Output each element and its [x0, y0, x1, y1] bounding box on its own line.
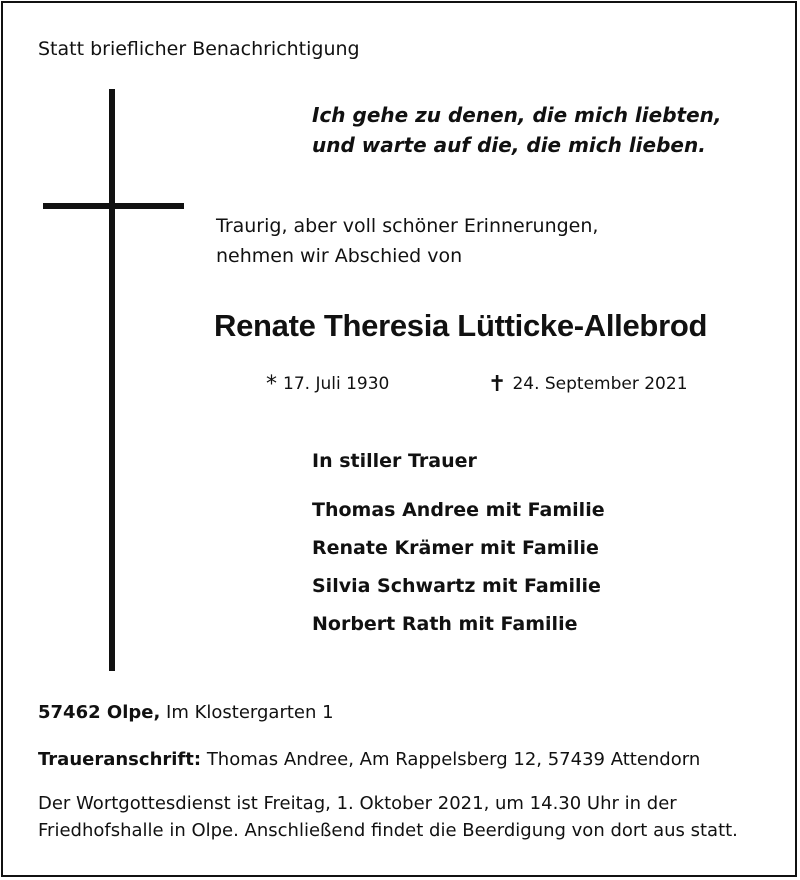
residence-address — [38, 702, 334, 723]
intro-line-2: nehmen wir Abschied von — [216, 245, 463, 267]
death-date: 24. September 2021 — [512, 374, 688, 394]
cross-icon-bar — [43, 203, 184, 209]
birth-date: 17. Juli 1930 — [283, 374, 390, 394]
birth-star-icon: * — [266, 372, 277, 397]
intro-text — [216, 211, 598, 271]
mourning-title: In stiller Trauer — [312, 450, 477, 472]
service-line-1: Der Wortgottesdienst ist Freitag, 1. Oktober 2021, um 14.30 Uhr in der — [38, 793, 677, 814]
service-info — [38, 790, 738, 844]
address-street: Im Klostergarten 1 — [166, 702, 334, 723]
address-city: 57462 Olpe, — [38, 702, 161, 723]
mourner-item: Renate Krämer mit Familie — [312, 537, 599, 559]
header-note: Statt brieflicher Benachrichtigung — [38, 38, 360, 60]
intro-line-1: Traurig, aber voll schöner Erinnerungen, — [216, 215, 599, 237]
birth-info — [266, 372, 389, 397]
mourner-item: Thomas Andree mit Familie — [312, 499, 605, 521]
motto-line-2: und warte auf die, die mich lieben. — [312, 133, 706, 157]
grief-address — [38, 749, 700, 770]
grief-address-label: Traueranschrift: — [38, 749, 202, 770]
deceased-name: Renate Theresia Lütticke-Allebrod — [214, 308, 708, 343]
motto-quote — [312, 100, 721, 160]
cross-icon — [109, 89, 115, 671]
death-info — [488, 372, 688, 397]
grief-address-value: Thomas Andree, Am Rappelsberg 12, 57439 Attendorn — [206, 749, 701, 770]
motto-line-1: Ich gehe zu denen, die mich liebten, — [312, 103, 722, 127]
service-line-2: Friedhofshalle in Olpe. Anschließend findet die Beerdigung von dort aus statt. — [38, 820, 738, 841]
mourner-item: Norbert Rath mit Familie — [312, 613, 578, 635]
mourner-list — [312, 491, 605, 643]
mourner-item: Silvia Schwartz mit Familie — [312, 575, 601, 597]
death-cross-icon: ✝ — [488, 372, 507, 397]
